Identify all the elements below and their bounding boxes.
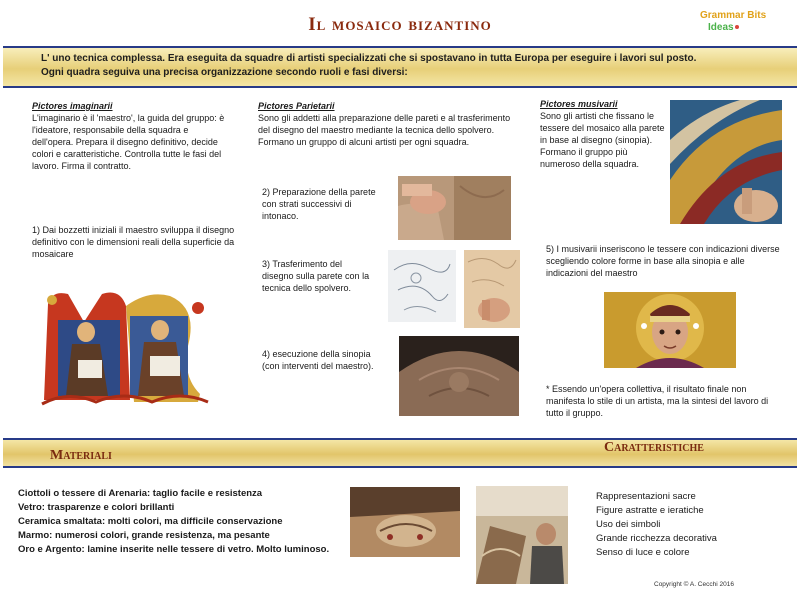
col1-text: L'imaginario è il 'maestro', la guida del gruppo: è l'ideatore, responsabile della squadra e dell'opera. Prepara il disegno definitivo, decide colori e caratteristiche. Controlla tutte le fasi del lavoro. Firma il contratto. [32, 113, 225, 171]
logo [700, 10, 770, 34]
col2-heading: Pictores Parietarii [258, 101, 335, 111]
logo-dot [735, 25, 739, 29]
materials-item: Marmo: numerosi colori, grande resistenza, ma pesante [18, 530, 270, 541]
col2-step4: 4) esecuzione della sinopia (con interventi del maestro). [262, 349, 374, 371]
characteristics-item: Rappresentazioni sacre [596, 491, 696, 502]
characteristics-item: Senso di luce e colore [596, 547, 690, 558]
col3-text: Sono gli artisti che fissano le tessere del mosaico alla parete in base al disegno (sinopia). Formano il gruppo più numeroso della squadra. [540, 111, 665, 169]
spolvero-sketch-image [388, 250, 456, 322]
column-musivarii [540, 98, 665, 170]
logo-line2-text: Ideas [708, 22, 734, 33]
logo-line1: Grammar Bits [700, 10, 767, 21]
col3-heading: Pictores musivarii [540, 99, 618, 109]
materials-item: Ceramica smaltata: molti colori, ma difficile conservazione [18, 516, 283, 527]
col3-note: * Essendo un'opera collettiva, il risultato finale non manifesta lo stile di un artista, ma la sintesi del lavoro di tutto il gruppo. [546, 384, 769, 418]
column-parietarii [258, 100, 520, 148]
intro-line1: L' uno tecnica complessa. Era eseguita da squadre di artisti specializzati che si spostavano in tutta Europa per eseguire i lavori sul posto. [41, 53, 697, 64]
logo-line2 [700, 22, 770, 34]
illuminated-letter-image [38, 286, 213, 406]
col1-heading: Pictores imaginarii [32, 101, 113, 111]
characteristics-item: Figure astratte e ieratiche [596, 505, 704, 516]
materials-list [18, 487, 348, 557]
characteristics-item: Grande ricchezza decorativa [596, 533, 717, 544]
spolvero-hand-image [464, 250, 520, 328]
workshop-image [476, 486, 568, 584]
column-imaginarii [32, 100, 232, 172]
characteristics-list [596, 490, 786, 560]
materials-item: Oro e Argento: lamine inserite nelle tessere di vetro. Molto luminoso. [18, 544, 330, 555]
characteristics-item: Uso dei simboli [596, 519, 661, 530]
col3-step5: 5) I musivarii inseriscono le tessere con indicazioni diverse scegliendo colore forme in base alla sinopia e alle indicazioni del maestro [546, 244, 780, 278]
materials-heading: Materiali [50, 448, 112, 463]
wall-plaster-image [398, 176, 511, 240]
col2-step2: 2) Preparazione della parete con strati successivi di intonaco. [262, 187, 376, 221]
col2-text: Sono gli addetti alla preparazione delle pareti e al trasferimento del disegno del maestro mediante la tecnica dello spolvero. Formano un gruppo di alcuni artisti per ogni squadra. [258, 113, 511, 147]
sinopia-image [399, 336, 519, 416]
col2-step3: 3) Trasferimento del disegno sulla parete con la tecnica dello spolvero. [262, 259, 370, 293]
materials-item: Vetro: trasparenze e colori brillanti [18, 502, 175, 513]
col1-step1: 1) Dai bozzetti iniziali il maestro sviluppa il disegno definitivo con le dimensioni reali della superficie da mosaicare [32, 225, 235, 259]
copyright: Copyright © A. Cecchi 2016 [654, 581, 734, 588]
mosaic-tesserae-image [670, 100, 782, 224]
materials-floor-image [350, 487, 460, 557]
justinian-mosaic-image [604, 292, 736, 368]
characteristics-heading: Caratteristiche [604, 440, 704, 455]
intro-band [3, 46, 797, 88]
page-title: Il mosaico bizantino [308, 14, 492, 35]
intro-line2: Ogni quadra seguiva una precisa organizzazione secondo ruoli e fasi diversi: [41, 67, 408, 78]
materials-item: Ciottoli o tessere di Arenaria: taglio facile e resistenza [18, 488, 263, 499]
